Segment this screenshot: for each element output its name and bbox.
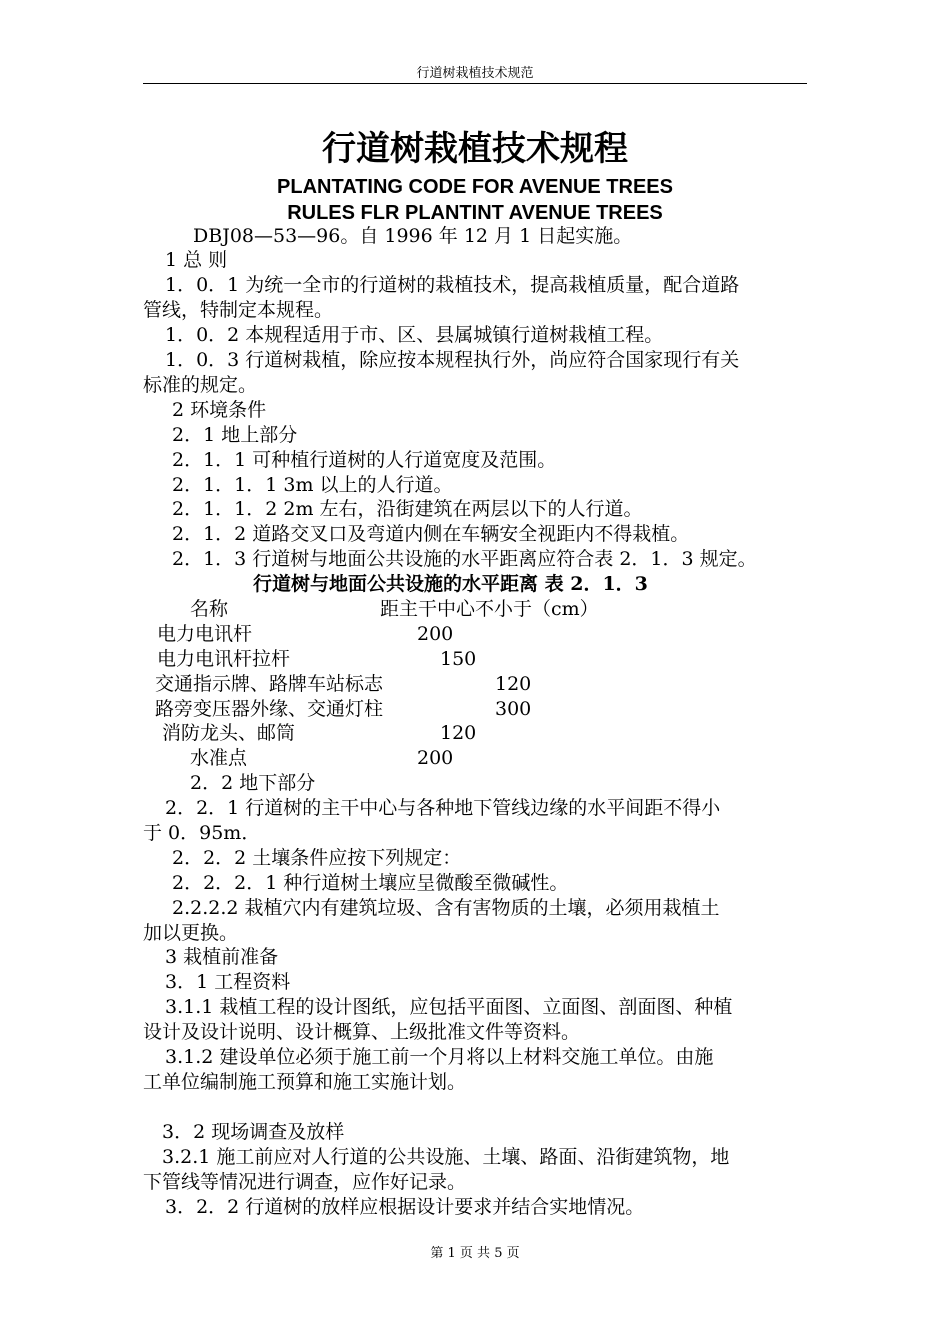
clause-text: 2．1．3 行道树与地面公共设施的水平距离应符合表 2．1．3 规定。 — [172, 548, 757, 570]
table-cell-value: 150 — [440, 648, 477, 670]
clause-text: 2．1．1．1 3m 以上的人行道。 — [172, 474, 453, 496]
table-cell-value: 200 — [417, 747, 454, 769]
section-heading: 2 环境条件 — [172, 399, 267, 421]
table-cell-name: 路旁变压器外缘、交通灯柱 — [155, 698, 384, 720]
clause-text: 2．1．1 可种植行道树的人行道宽度及范围。 — [172, 449, 557, 471]
clause-text: 2．2．2．1 种行道树土壤应呈微酸至微碱性。 — [172, 872, 569, 894]
clause-text: 3.1.1 栽植工程的设计图纸，应包括平面图、立面图、剖面图、种植 — [165, 996, 733, 1018]
clause-text: 3.2.1 施工前应对人行道的公共设施、土壤、路面、沿街建筑物，地 — [162, 1146, 730, 1168]
table-cell-value: 200 — [417, 623, 454, 645]
english-title-2: RULES FLR PLANTINT AVENUE TREES — [287, 202, 663, 224]
page-footer: 第 1 页 共 5 页 — [430, 1246, 520, 1261]
clause-text: 1．0．3 行道树栽植，除应按本规程执行外，尚应符合国家现行有关 — [165, 349, 740, 371]
page-header: 行道树栽植技术规范 — [416, 66, 534, 81]
subsection-heading: 3．1 工程资料 — [165, 971, 291, 993]
table-cell-name: 水准点 — [190, 747, 248, 769]
clause-text: 标准的规定。 — [143, 374, 258, 396]
clause-text: 3．2．2 行道树的放样应根据设计要求并结合实地情况。 — [165, 1196, 645, 1218]
subsection-heading: 3．2 现场调查及放样 — [162, 1121, 345, 1143]
section-heading: 1 总 则 — [165, 249, 228, 271]
clause-text: 加以更换。 — [143, 922, 239, 944]
table-cell-name: 消防龙头、邮筒 — [162, 722, 296, 744]
table-cell-value: 120 — [440, 722, 477, 744]
table-cell-name: 电力电讯杆拉杆 — [157, 648, 291, 670]
english-title-1: PLANTATING CODE FOR AVENUE TREES — [277, 176, 673, 198]
clause-text: 2．2．1 行道树的主干中心与各种地下管线边缘的水平间距不得小 — [165, 797, 721, 819]
clause-text: 于 0．95m． — [143, 822, 261, 844]
table-cell-name: 电力电讯杆 — [157, 623, 253, 645]
table-header-name: 名称 — [190, 598, 229, 620]
clause-text: 下管线等情况进行调查，应作好记录。 — [143, 1171, 467, 1193]
table-cell-name: 交通指示牌、路牌车站标志 — [155, 673, 384, 695]
clause-text: 2．1．2 道路交叉口及弯道内侧在车辆安全视距内不得栽植。 — [172, 523, 690, 545]
table-header-distance: 距主干中心不小于（cm） — [380, 598, 599, 620]
clause-text: 2．1．1．2 2m 左右，沿街建筑在两层以下的人行道。 — [172, 498, 643, 520]
table-cell-value: 120 — [495, 673, 532, 695]
clause-text: 设计及设计说明、设计概算、上级批准文件等资料。 — [143, 1021, 581, 1043]
clause-text: 2.2.2.2 栽植穴内有建筑垃圾、含有害物质的土壤，必须用栽植土 — [172, 897, 720, 919]
header-divider — [143, 83, 807, 84]
table-cell-value: 300 — [495, 698, 532, 720]
clause-text: 1．0．2 本规程适用于市、区、县属城镇行道树栽植工程。 — [165, 324, 664, 346]
subsection-heading: 2．1 地上部分 — [172, 424, 298, 446]
subsection-heading: 2．2 地下部分 — [190, 772, 316, 794]
standard-code-line: DBJ08—53—96。自 1996 年 12 月 1 日起实施。 — [193, 225, 633, 247]
clause-text: 1．0．1 为统一全市的行道树的栽植技术，提高栽植质量，配合道路 — [165, 274, 740, 296]
document-title: 行道树栽植技术规程 — [322, 129, 628, 169]
clause-text: 管线，特制定本规程。 — [143, 299, 334, 321]
section-heading: 3 栽植前准备 — [165, 946, 279, 968]
clause-text: 2．2．2 土壤条件应按下列规定： — [172, 847, 462, 869]
clause-text: 工单位编制施工预算和施工实施计划。 — [143, 1071, 467, 1093]
clause-text: 3.1.2 建设单位必须于施工前一个月将以上材料交施工单位。由施 — [165, 1046, 714, 1068]
table-caption: 行道树与地面公共设施的水平距离 表 2．1．3 — [253, 573, 648, 595]
